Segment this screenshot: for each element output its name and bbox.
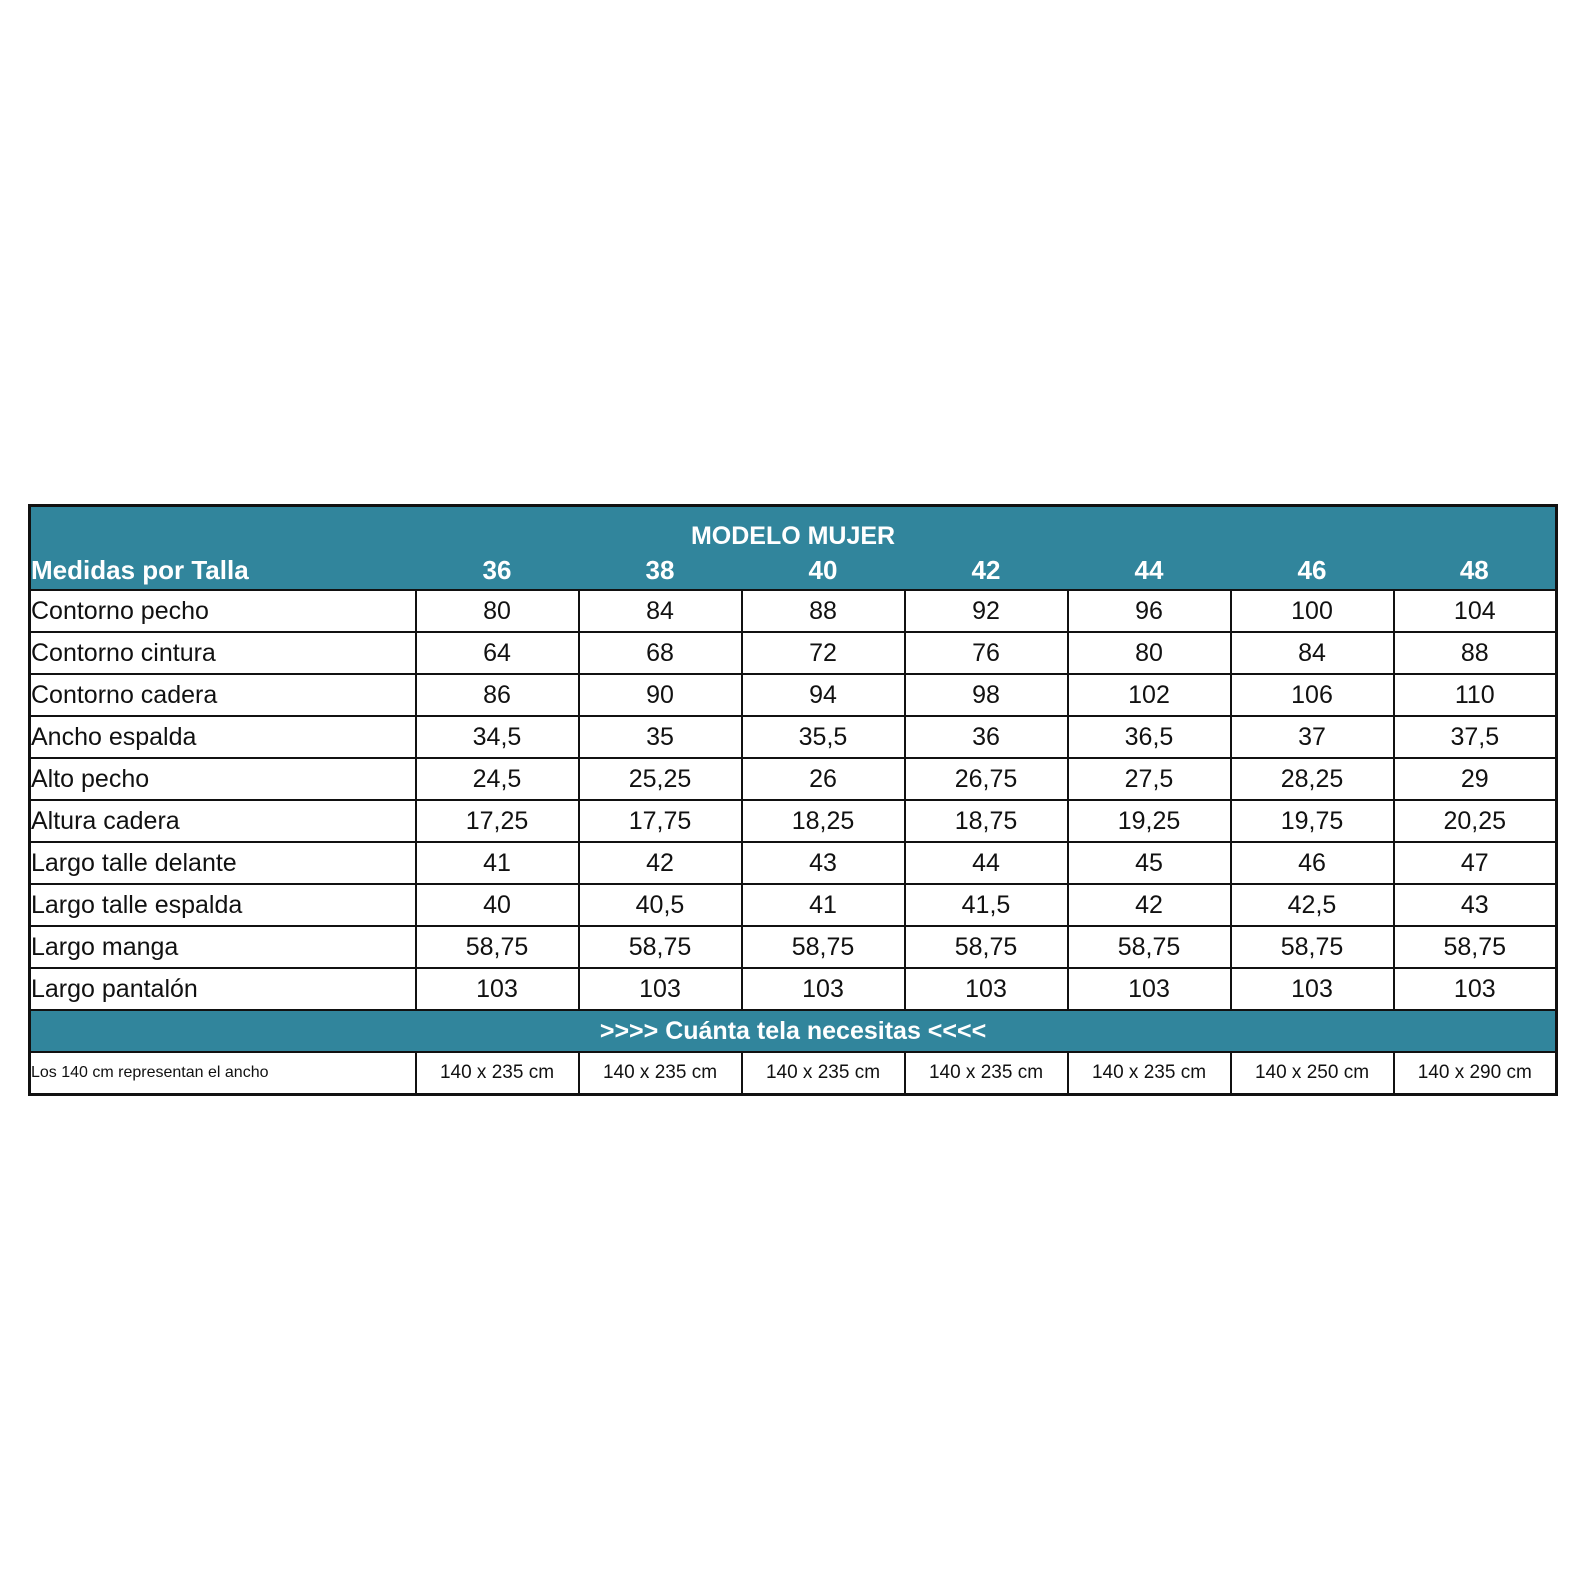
table-row	[30, 884, 1557, 926]
measurement-cell: 102	[1068, 674, 1231, 716]
measurement-cell: 100	[1231, 590, 1394, 632]
measurement-cell: 64	[416, 632, 579, 674]
row-label: Contorno cintura	[30, 632, 416, 674]
measurement-cell: 104	[1394, 590, 1557, 632]
measurement-cell: 24,5	[416, 758, 579, 800]
measurement-cell: 86	[416, 674, 579, 716]
measurement-cell: 47	[1394, 842, 1557, 884]
row-label: Largo manga	[30, 926, 416, 968]
measurement-cell: 80	[416, 590, 579, 632]
fabric-title: >>>> Cuánta tela necesitas <<<<	[30, 1010, 1557, 1052]
measurement-cell: 19,25	[1068, 800, 1231, 842]
table-row	[30, 800, 1557, 842]
fabric-cell: 140 x 290 cm	[1394, 1052, 1557, 1095]
row-label: Alto pecho	[30, 758, 416, 800]
size-chart-table	[28, 504, 1558, 1096]
measurement-cell: 29	[1394, 758, 1557, 800]
measurement-cell: 17,25	[416, 800, 579, 842]
measurement-cell: 41	[742, 884, 905, 926]
measurement-cell: 18,25	[742, 800, 905, 842]
row-label: Ancho espalda	[30, 716, 416, 758]
table-row	[30, 968, 1557, 1010]
measurement-cell: 90	[579, 674, 742, 716]
measurement-cell: 37	[1231, 716, 1394, 758]
measurement-cell: 103	[1068, 968, 1231, 1010]
measurement-cell: 80	[1068, 632, 1231, 674]
size-header-44: 44	[1068, 551, 1231, 590]
measurement-cell: 58,75	[742, 926, 905, 968]
size-header-row	[30, 551, 1557, 590]
measurement-cell: 96	[1068, 590, 1231, 632]
table-row	[30, 926, 1557, 968]
fabric-row	[30, 1052, 1557, 1095]
fabric-cell: 140 x 250 cm	[1231, 1052, 1394, 1095]
measurement-cell: 43	[742, 842, 905, 884]
measurement-cell: 110	[1394, 674, 1557, 716]
measurement-cell: 88	[742, 590, 905, 632]
row-label: Largo talle delante	[30, 842, 416, 884]
table-row	[30, 758, 1557, 800]
measurement-cell: 42,5	[1231, 884, 1394, 926]
measurement-cell: 68	[579, 632, 742, 674]
size-header-46: 46	[1231, 551, 1394, 590]
measurement-cell: 88	[1394, 632, 1557, 674]
measurement-cell: 19,75	[1231, 800, 1394, 842]
table-row	[30, 842, 1557, 884]
measurement-cell: 58,75	[1068, 926, 1231, 968]
fabric-cell: 140 x 235 cm	[742, 1052, 905, 1095]
measurement-cell: 35	[579, 716, 742, 758]
fabric-cell: 140 x 235 cm	[905, 1052, 1068, 1095]
measurement-cell: 58,75	[579, 926, 742, 968]
measurement-cell: 26,75	[905, 758, 1068, 800]
measurement-cell: 42	[579, 842, 742, 884]
measurement-cell: 35,5	[742, 716, 905, 758]
size-header-36: 36	[416, 551, 579, 590]
fabric-cell: 140 x 235 cm	[416, 1052, 579, 1095]
fabric-cell: 140 x 235 cm	[579, 1052, 742, 1095]
measurement-cell: 27,5	[1068, 758, 1231, 800]
measurement-cell: 46	[1231, 842, 1394, 884]
measurement-cell: 58,75	[416, 926, 579, 968]
table-row	[30, 632, 1557, 674]
size-header-48: 48	[1394, 551, 1557, 590]
row-label: Contorno pecho	[30, 590, 416, 632]
size-header-40: 40	[742, 551, 905, 590]
measurement-cell: 58,75	[905, 926, 1068, 968]
measurement-cell: 34,5	[416, 716, 579, 758]
header-label: Medidas por Talla	[30, 551, 416, 590]
measurement-cell: 76	[905, 632, 1068, 674]
measurement-cell: 103	[742, 968, 905, 1010]
measurement-cell: 72	[742, 632, 905, 674]
measurement-cell: 58,75	[1394, 926, 1557, 968]
measurement-cell: 28,25	[1231, 758, 1394, 800]
table-title: MODELO MUJER	[30, 506, 1557, 552]
measurement-cell: 36	[905, 716, 1068, 758]
measurement-cell: 41	[416, 842, 579, 884]
measurement-cell: 26	[742, 758, 905, 800]
measurement-cell: 40,5	[579, 884, 742, 926]
fabric-cell: 140 x 235 cm	[1068, 1052, 1231, 1095]
measurement-cell: 44	[905, 842, 1068, 884]
fabric-note: Los 140 cm representan el ancho	[30, 1052, 416, 1095]
measurement-cell: 103	[579, 968, 742, 1010]
measurement-cell: 43	[1394, 884, 1557, 926]
table-title-row	[30, 506, 1557, 552]
measurement-cell: 17,75	[579, 800, 742, 842]
size-header-42: 42	[905, 551, 1068, 590]
measurement-cell: 103	[1394, 968, 1557, 1010]
row-label: Altura cadera	[30, 800, 416, 842]
measurement-cell: 84	[579, 590, 742, 632]
measurement-cell: 103	[1231, 968, 1394, 1010]
measurement-cell: 37,5	[1394, 716, 1557, 758]
measurement-cell: 20,25	[1394, 800, 1557, 842]
measurement-cell: 92	[905, 590, 1068, 632]
measurement-cell: 94	[742, 674, 905, 716]
measurement-cell: 45	[1068, 842, 1231, 884]
row-label: Largo pantalón	[30, 968, 416, 1010]
measurement-cell: 18,75	[905, 800, 1068, 842]
measurement-cell: 25,25	[579, 758, 742, 800]
measurement-cell: 40	[416, 884, 579, 926]
table-row	[30, 716, 1557, 758]
measurement-cell: 106	[1231, 674, 1394, 716]
fabric-title-row	[30, 1010, 1557, 1052]
measurement-cell: 84	[1231, 632, 1394, 674]
measurement-cell: 42	[1068, 884, 1231, 926]
measurement-cell: 41,5	[905, 884, 1068, 926]
measurement-cell: 36,5	[1068, 716, 1231, 758]
measurement-cell: 103	[905, 968, 1068, 1010]
table-row	[30, 590, 1557, 632]
size-header-38: 38	[579, 551, 742, 590]
table-row	[30, 674, 1557, 716]
measurement-cell: 58,75	[1231, 926, 1394, 968]
row-label: Contorno cadera	[30, 674, 416, 716]
measurement-cell: 103	[416, 968, 579, 1010]
row-label: Largo talle espalda	[30, 884, 416, 926]
measurement-cell: 98	[905, 674, 1068, 716]
